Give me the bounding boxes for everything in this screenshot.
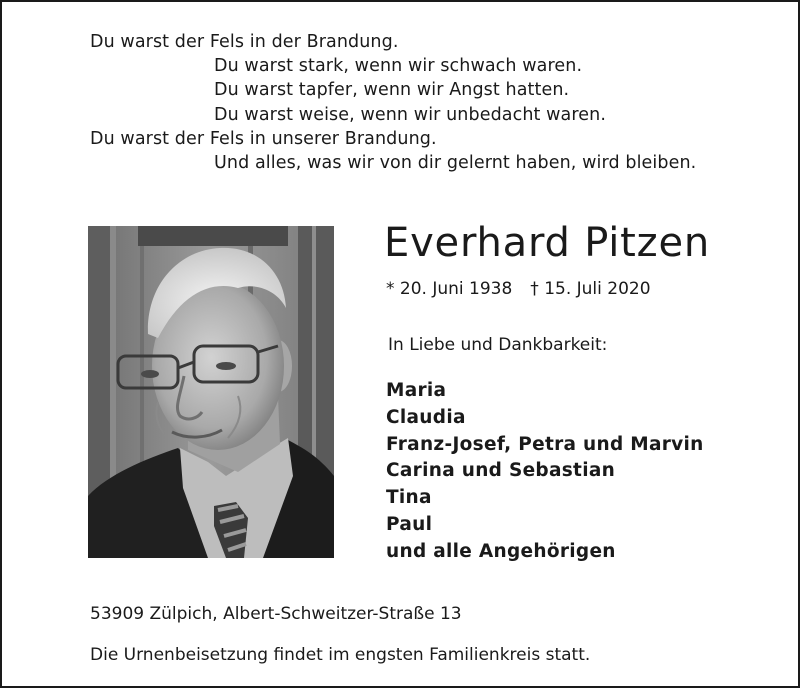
life-dates bbox=[386, 279, 651, 299]
death-date: † 15. Juli 2020 bbox=[530, 279, 651, 299]
birth-date: * 20. Juni 1938 bbox=[386, 279, 513, 299]
deceased-name: Everhard Pitzen bbox=[384, 220, 711, 266]
thanks-label: In Liebe und Dankbarkeit: bbox=[388, 335, 608, 355]
family-member: Carina und Sebastian bbox=[386, 460, 616, 482]
poem-line: Du warst weise, wenn wir unbedacht waren. bbox=[214, 104, 607, 125]
family-member: Tina bbox=[386, 487, 432, 509]
family-member: Maria bbox=[386, 380, 447, 401]
family-member: Franz-Josef, Petra und Marvin bbox=[386, 433, 704, 455]
poem-line: Du warst der Fels in der Brandung. bbox=[90, 32, 399, 52]
family-member: und alle Angehörigen bbox=[386, 540, 616, 562]
memorial-poem bbox=[90, 30, 696, 175]
family-list bbox=[386, 378, 704, 566]
portrait-photo bbox=[88, 226, 334, 558]
family-member: Claudia bbox=[386, 406, 466, 428]
burial-notice: Die Urnenbeisetzung findet im engsten Familienkreis statt. bbox=[90, 645, 591, 665]
poem-line: Du warst tapfer, wenn wir Angst hatten. bbox=[214, 80, 570, 101]
address: 53909 Zülpich, Albert-Schweitzer-Straße 13 bbox=[90, 604, 462, 624]
family-member: Paul bbox=[386, 513, 433, 535]
poem-line: Du warst stark, wenn wir schwach waren. bbox=[214, 56, 583, 77]
poem-line: Und alles, was wir von dir gelernt haben, wird bleiben. bbox=[214, 153, 697, 174]
poem-line: Du warst der Fels in unserer Brandung. bbox=[90, 128, 437, 149]
